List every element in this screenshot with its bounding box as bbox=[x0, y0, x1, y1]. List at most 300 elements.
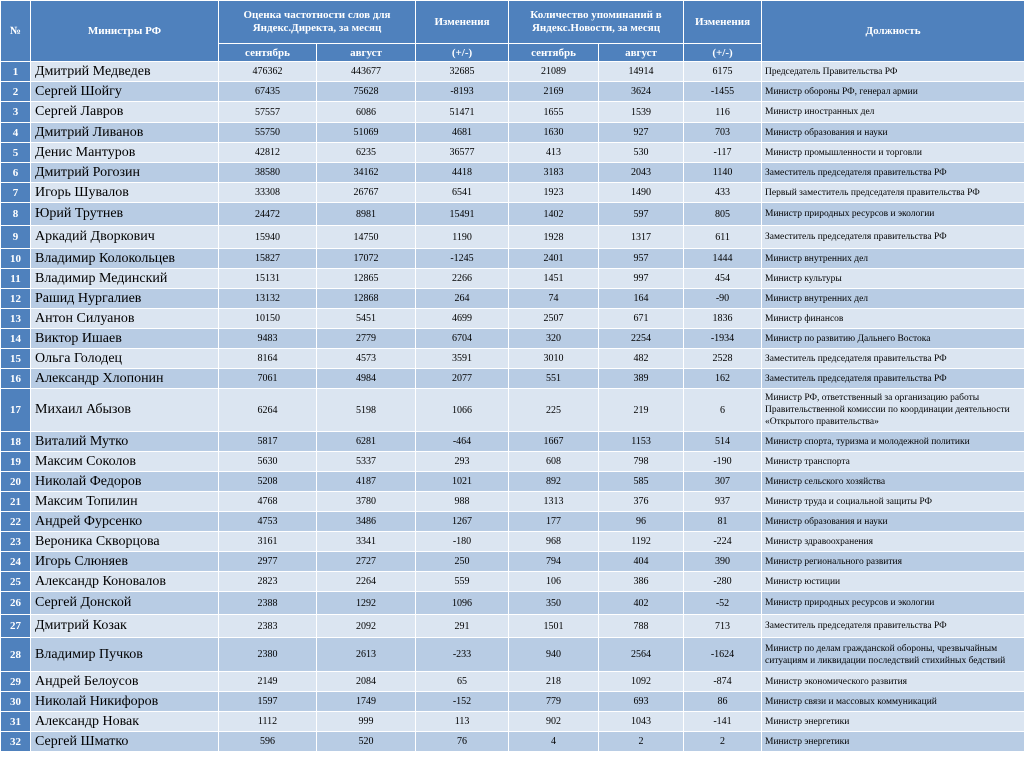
news-september-value: 74 bbox=[509, 289, 599, 309]
direct-change-value: 4699 bbox=[416, 309, 509, 329]
news-september-value: 1630 bbox=[509, 123, 599, 143]
direct-september-value: 15131 bbox=[219, 269, 317, 289]
position-text: Министр регионального развития bbox=[762, 552, 1024, 572]
direct-august-value: 8981 bbox=[317, 203, 416, 226]
header-news-august: август bbox=[599, 44, 684, 62]
direct-august-value: 1292 bbox=[317, 592, 416, 615]
row-number: 15 bbox=[1, 349, 31, 369]
row-number: 18 bbox=[1, 432, 31, 452]
table-row bbox=[1, 102, 1024, 123]
news-change-value: 611 bbox=[684, 226, 762, 249]
minister-name: Андрей Фурсенко bbox=[31, 512, 219, 532]
position-text: Министр здравоохранения bbox=[762, 532, 1024, 552]
minister-name: Дмитрий Ливанов bbox=[31, 123, 219, 143]
header-news-plusminus: (+/-) bbox=[684, 44, 762, 62]
position-text: Министр образования и науки bbox=[762, 512, 1024, 532]
direct-change-value: 2266 bbox=[416, 269, 509, 289]
row-number: 17 bbox=[1, 389, 31, 432]
table-row bbox=[1, 672, 1024, 692]
minister-name: Вероника Скворцова bbox=[31, 532, 219, 552]
direct-change-value: 15491 bbox=[416, 203, 509, 226]
news-september-value: 2401 bbox=[509, 249, 599, 269]
direct-august-value: 5451 bbox=[317, 309, 416, 329]
row-number: 1 bbox=[1, 62, 31, 82]
row-number: 12 bbox=[1, 289, 31, 309]
position-text: Министр по развитию Дальнего Востока bbox=[762, 329, 1024, 349]
table-row bbox=[1, 432, 1024, 452]
table-row bbox=[1, 269, 1024, 289]
direct-august-value: 6281 bbox=[317, 432, 416, 452]
row-number: 21 bbox=[1, 492, 31, 512]
row-number: 24 bbox=[1, 552, 31, 572]
direct-change-value: 250 bbox=[416, 552, 509, 572]
minister-name: Юрий Трутнев bbox=[31, 203, 219, 226]
news-august-value: 530 bbox=[599, 143, 684, 163]
news-change-value: 1444 bbox=[684, 249, 762, 269]
row-number: 2 bbox=[1, 82, 31, 102]
direct-august-value: 5337 bbox=[317, 452, 416, 472]
news-september-value: 4 bbox=[509, 732, 599, 752]
minister-name: Владимир Мединский bbox=[31, 269, 219, 289]
direct-august-value: 2092 bbox=[317, 615, 416, 638]
table-row bbox=[1, 349, 1024, 369]
direct-change-value: 293 bbox=[416, 452, 509, 472]
news-change-value: 937 bbox=[684, 492, 762, 512]
direct-september-value: 33308 bbox=[219, 183, 317, 203]
direct-september-value: 2383 bbox=[219, 615, 317, 638]
news-august-value: 404 bbox=[599, 552, 684, 572]
minister-name: Ольга Голодец bbox=[31, 349, 219, 369]
minister-name: Денис Мантуров bbox=[31, 143, 219, 163]
news-august-value: 482 bbox=[599, 349, 684, 369]
table-row bbox=[1, 712, 1024, 732]
news-change-value: 307 bbox=[684, 472, 762, 492]
news-august-value: 389 bbox=[599, 369, 684, 389]
position-text: Министр РФ, ответственный за организацию работы Правительственной комиссии по координации деятельности «Открытого правительства» bbox=[762, 389, 1024, 432]
position-text: Министр образования и науки bbox=[762, 123, 1024, 143]
direct-september-value: 67435 bbox=[219, 82, 317, 102]
direct-august-value: 3780 bbox=[317, 492, 416, 512]
table-row bbox=[1, 289, 1024, 309]
position-text: Министр внутренних дел bbox=[762, 249, 1024, 269]
news-september-value: 1451 bbox=[509, 269, 599, 289]
row-number: 28 bbox=[1, 638, 31, 672]
direct-september-value: 1597 bbox=[219, 692, 317, 712]
news-change-value: -1934 bbox=[684, 329, 762, 349]
news-september-value: 3010 bbox=[509, 349, 599, 369]
position-text: Председатель Правительства РФ bbox=[762, 62, 1024, 82]
table-row bbox=[1, 452, 1024, 472]
direct-september-value: 5817 bbox=[219, 432, 317, 452]
direct-september-value: 5208 bbox=[219, 472, 317, 492]
direct-change-value: 291 bbox=[416, 615, 509, 638]
position-text: Министр связи и массовых коммуникаций bbox=[762, 692, 1024, 712]
minister-name: Аркадий Дворкович bbox=[31, 226, 219, 249]
direct-september-value: 15827 bbox=[219, 249, 317, 269]
news-august-value: 2254 bbox=[599, 329, 684, 349]
direct-september-value: 4768 bbox=[219, 492, 317, 512]
news-august-value: 3624 bbox=[599, 82, 684, 102]
position-text: Министр финансов bbox=[762, 309, 1024, 329]
position-text: Заместитель председателя правительства РФ bbox=[762, 226, 1024, 249]
position-text: Заместитель председателя правительства РФ bbox=[762, 349, 1024, 369]
direct-august-value: 999 bbox=[317, 712, 416, 732]
row-number: 10 bbox=[1, 249, 31, 269]
direct-september-value: 2977 bbox=[219, 552, 317, 572]
position-text: Министр культуры bbox=[762, 269, 1024, 289]
direct-change-value: 51471 bbox=[416, 102, 509, 123]
minister-name: Максим Соколов bbox=[31, 452, 219, 472]
minister-name: Андрей Белоусов bbox=[31, 672, 219, 692]
row-number: 27 bbox=[1, 615, 31, 638]
news-september-value: 608 bbox=[509, 452, 599, 472]
direct-september-value: 57557 bbox=[219, 102, 317, 123]
direct-august-value: 4984 bbox=[317, 369, 416, 389]
minister-name: Игорь Слюняев bbox=[31, 552, 219, 572]
direct-september-value: 476362 bbox=[219, 62, 317, 82]
row-number: 31 bbox=[1, 712, 31, 732]
table-row bbox=[1, 62, 1024, 82]
direct-september-value: 2823 bbox=[219, 572, 317, 592]
direct-august-value: 6235 bbox=[317, 143, 416, 163]
minister-name: Сергей Донской bbox=[31, 592, 219, 615]
news-change-value: -1624 bbox=[684, 638, 762, 672]
direct-september-value: 55750 bbox=[219, 123, 317, 143]
direct-september-value: 2380 bbox=[219, 638, 317, 672]
direct-change-value: 113 bbox=[416, 712, 509, 732]
minister-name: Рашид Нургалиев bbox=[31, 289, 219, 309]
news-september-value: 218 bbox=[509, 672, 599, 692]
news-september-value: 413 bbox=[509, 143, 599, 163]
news-september-value: 1928 bbox=[509, 226, 599, 249]
news-september-value: 3183 bbox=[509, 163, 599, 183]
direct-change-value: 264 bbox=[416, 289, 509, 309]
row-number: 20 bbox=[1, 472, 31, 492]
news-september-value: 320 bbox=[509, 329, 599, 349]
minister-name: Александр Новак bbox=[31, 712, 219, 732]
direct-september-value: 15940 bbox=[219, 226, 317, 249]
row-number: 16 bbox=[1, 369, 31, 389]
news-september-value: 2507 bbox=[509, 309, 599, 329]
direct-september-value: 9483 bbox=[219, 329, 317, 349]
news-september-value: 1655 bbox=[509, 102, 599, 123]
news-change-value: -280 bbox=[684, 572, 762, 592]
table-row bbox=[1, 203, 1024, 226]
direct-august-value: 520 bbox=[317, 732, 416, 752]
minister-name: Виктор Ишаев bbox=[31, 329, 219, 349]
news-change-value: -1455 bbox=[684, 82, 762, 102]
news-august-value: 1043 bbox=[599, 712, 684, 732]
direct-september-value: 13132 bbox=[219, 289, 317, 309]
news-change-value: 1836 bbox=[684, 309, 762, 329]
direct-change-value: 36577 bbox=[416, 143, 509, 163]
news-change-value: -141 bbox=[684, 712, 762, 732]
direct-change-value: 3591 bbox=[416, 349, 509, 369]
news-change-value: 514 bbox=[684, 432, 762, 452]
table-row bbox=[1, 472, 1024, 492]
table-row bbox=[1, 183, 1024, 203]
header-yandex-direct: Оценка частотности слов для Яндекс.Директа, за месяц bbox=[219, 1, 416, 44]
minister-name: Владимир Пучков bbox=[31, 638, 219, 672]
row-number: 22 bbox=[1, 512, 31, 532]
direct-change-value: 4418 bbox=[416, 163, 509, 183]
news-september-value: 2169 bbox=[509, 82, 599, 102]
row-number: 29 bbox=[1, 672, 31, 692]
row-number: 4 bbox=[1, 123, 31, 143]
table-row bbox=[1, 638, 1024, 672]
news-august-value: 219 bbox=[599, 389, 684, 432]
row-number: 11 bbox=[1, 269, 31, 289]
position-text: Министр экономического развития bbox=[762, 672, 1024, 692]
row-number: 9 bbox=[1, 226, 31, 249]
news-september-value: 1402 bbox=[509, 203, 599, 226]
row-number: 7 bbox=[1, 183, 31, 203]
header-news-september: сентябрь bbox=[509, 44, 599, 62]
direct-august-value: 12865 bbox=[317, 269, 416, 289]
position-text: Министр юстиции bbox=[762, 572, 1024, 592]
news-change-value: 1140 bbox=[684, 163, 762, 183]
news-august-value: 693 bbox=[599, 692, 684, 712]
header-number: № bbox=[1, 1, 31, 62]
minister-name: Сергей Лавров bbox=[31, 102, 219, 123]
news-august-value: 386 bbox=[599, 572, 684, 592]
news-august-value: 1317 bbox=[599, 226, 684, 249]
direct-august-value: 3486 bbox=[317, 512, 416, 532]
minister-name: Дмитрий Медведев bbox=[31, 62, 219, 82]
position-text: Министр внутренних дел bbox=[762, 289, 1024, 309]
news-september-value: 177 bbox=[509, 512, 599, 532]
news-august-value: 798 bbox=[599, 452, 684, 472]
header-yandex-news: Количество упоминаний в Яндекс.Новости, за месяц bbox=[509, 1, 684, 44]
position-text: Министр энергетики bbox=[762, 712, 1024, 732]
row-number: 25 bbox=[1, 572, 31, 592]
direct-september-value: 2388 bbox=[219, 592, 317, 615]
news-change-value: 454 bbox=[684, 269, 762, 289]
direct-august-value: 443677 bbox=[317, 62, 416, 82]
news-august-value: 96 bbox=[599, 512, 684, 532]
header-direct-plusminus: (+/-) bbox=[416, 44, 509, 62]
news-change-value: 2 bbox=[684, 732, 762, 752]
position-text: Министр энергетики bbox=[762, 732, 1024, 752]
position-text: Министр промышленности и торговли bbox=[762, 143, 1024, 163]
direct-change-value: -464 bbox=[416, 432, 509, 452]
direct-change-value: 4681 bbox=[416, 123, 509, 143]
direct-august-value: 75628 bbox=[317, 82, 416, 102]
direct-september-value: 5630 bbox=[219, 452, 317, 472]
direct-august-value: 3341 bbox=[317, 532, 416, 552]
row-number: 6 bbox=[1, 163, 31, 183]
news-change-value: 81 bbox=[684, 512, 762, 532]
news-august-value: 1192 bbox=[599, 532, 684, 552]
table-row bbox=[1, 369, 1024, 389]
table-row bbox=[1, 732, 1024, 752]
news-change-value: -874 bbox=[684, 672, 762, 692]
direct-august-value: 2084 bbox=[317, 672, 416, 692]
position-text: Министр иностранных дел bbox=[762, 102, 1024, 123]
row-number: 19 bbox=[1, 452, 31, 472]
table-row bbox=[1, 143, 1024, 163]
minister-name: Сергей Шматко bbox=[31, 732, 219, 752]
news-august-value: 1539 bbox=[599, 102, 684, 123]
direct-change-value: 65 bbox=[416, 672, 509, 692]
row-number: 23 bbox=[1, 532, 31, 552]
position-text: Министр природных ресурсов и экологии bbox=[762, 203, 1024, 226]
table-row bbox=[1, 329, 1024, 349]
news-september-value: 940 bbox=[509, 638, 599, 672]
direct-change-value: -1245 bbox=[416, 249, 509, 269]
row-number: 32 bbox=[1, 732, 31, 752]
direct-august-value: 17072 bbox=[317, 249, 416, 269]
direct-change-value: 1267 bbox=[416, 512, 509, 532]
table-row bbox=[1, 692, 1024, 712]
direct-september-value: 42812 bbox=[219, 143, 317, 163]
minister-name: Дмитрий Рогозин bbox=[31, 163, 219, 183]
position-text: Министр транспорта bbox=[762, 452, 1024, 472]
news-change-value: 86 bbox=[684, 692, 762, 712]
news-august-value: 1490 bbox=[599, 183, 684, 203]
news-september-value: 902 bbox=[509, 712, 599, 732]
row-number: 14 bbox=[1, 329, 31, 349]
direct-august-value: 2727 bbox=[317, 552, 416, 572]
direct-september-value: 38580 bbox=[219, 163, 317, 183]
direct-august-value: 2779 bbox=[317, 329, 416, 349]
news-change-value: 6175 bbox=[684, 62, 762, 82]
news-september-value: 892 bbox=[509, 472, 599, 492]
position-text: Министр обороны РФ, генерал армии bbox=[762, 82, 1024, 102]
direct-change-value: 6704 bbox=[416, 329, 509, 349]
direct-change-value: 988 bbox=[416, 492, 509, 512]
table-row bbox=[1, 249, 1024, 269]
news-change-value: -117 bbox=[684, 143, 762, 163]
direct-august-value: 51069 bbox=[317, 123, 416, 143]
news-august-value: 2 bbox=[599, 732, 684, 752]
direct-august-value: 26767 bbox=[317, 183, 416, 203]
table-row bbox=[1, 572, 1024, 592]
direct-august-value: 2264 bbox=[317, 572, 416, 592]
news-august-value: 2564 bbox=[599, 638, 684, 672]
news-september-value: 794 bbox=[509, 552, 599, 572]
news-august-value: 1153 bbox=[599, 432, 684, 452]
news-september-value: 1667 bbox=[509, 432, 599, 452]
direct-september-value: 3161 bbox=[219, 532, 317, 552]
row-number: 5 bbox=[1, 143, 31, 163]
news-september-value: 1923 bbox=[509, 183, 599, 203]
table-body bbox=[1, 62, 1024, 752]
header-direct-august: август bbox=[317, 44, 416, 62]
position-text: Первый заместитель председателя правительства РФ bbox=[762, 183, 1024, 203]
direct-september-value: 6264 bbox=[219, 389, 317, 432]
news-august-value: 376 bbox=[599, 492, 684, 512]
news-august-value: 402 bbox=[599, 592, 684, 615]
direct-august-value: 4573 bbox=[317, 349, 416, 369]
table-row bbox=[1, 309, 1024, 329]
direct-change-value: 2077 bbox=[416, 369, 509, 389]
news-august-value: 164 bbox=[599, 289, 684, 309]
news-change-value: 433 bbox=[684, 183, 762, 203]
minister-name: Александр Хлопонин bbox=[31, 369, 219, 389]
direct-september-value: 1112 bbox=[219, 712, 317, 732]
position-text: Министр сельского хозяйства bbox=[762, 472, 1024, 492]
news-september-value: 779 bbox=[509, 692, 599, 712]
minister-name: Антон Силуанов bbox=[31, 309, 219, 329]
direct-change-value: 1096 bbox=[416, 592, 509, 615]
direct-september-value: 7061 bbox=[219, 369, 317, 389]
direct-september-value: 596 bbox=[219, 732, 317, 752]
minister-name: Игорь Шувалов bbox=[31, 183, 219, 203]
direct-september-value: 4753 bbox=[219, 512, 317, 532]
header-changes-news: Изменения bbox=[684, 1, 762, 44]
direct-change-value: -233 bbox=[416, 638, 509, 672]
header-changes-direct: Изменения bbox=[416, 1, 509, 44]
direct-august-value: 5198 bbox=[317, 389, 416, 432]
direct-august-value: 12868 bbox=[317, 289, 416, 309]
direct-august-value: 4187 bbox=[317, 472, 416, 492]
news-change-value: 390 bbox=[684, 552, 762, 572]
direct-change-value: -152 bbox=[416, 692, 509, 712]
table-row bbox=[1, 492, 1024, 512]
news-change-value: 805 bbox=[684, 203, 762, 226]
header-ministers: Министры РФ bbox=[31, 1, 219, 62]
news-august-value: 1092 bbox=[599, 672, 684, 692]
direct-august-value: 34162 bbox=[317, 163, 416, 183]
news-august-value: 585 bbox=[599, 472, 684, 492]
minister-name: Николай Федоров bbox=[31, 472, 219, 492]
direct-change-value: 1021 bbox=[416, 472, 509, 492]
news-september-value: 1313 bbox=[509, 492, 599, 512]
direct-august-value: 14750 bbox=[317, 226, 416, 249]
table-row bbox=[1, 163, 1024, 183]
direct-august-value: 6086 bbox=[317, 102, 416, 123]
header-position: Должность bbox=[762, 1, 1024, 62]
row-number: 8 bbox=[1, 203, 31, 226]
news-september-value: 551 bbox=[509, 369, 599, 389]
table-row bbox=[1, 82, 1024, 102]
news-change-value: -52 bbox=[684, 592, 762, 615]
position-text: Министр природных ресурсов и экологии bbox=[762, 592, 1024, 615]
table-row bbox=[1, 592, 1024, 615]
direct-september-value: 8164 bbox=[219, 349, 317, 369]
minister-name: Михаил Абызов bbox=[31, 389, 219, 432]
news-change-value: 6 bbox=[684, 389, 762, 432]
position-text: Заместитель председателя правительства РФ bbox=[762, 163, 1024, 183]
direct-august-value: 1749 bbox=[317, 692, 416, 712]
position-text: Министр по делам гражданской обороны, чрезвычайным ситуациям и ликвидации последствий стихийных бедствий bbox=[762, 638, 1024, 672]
row-number: 30 bbox=[1, 692, 31, 712]
news-august-value: 957 bbox=[599, 249, 684, 269]
minister-name: Дмитрий Козак bbox=[31, 615, 219, 638]
news-change-value: -190 bbox=[684, 452, 762, 472]
position-text: Министр труда и социальной защиты РФ bbox=[762, 492, 1024, 512]
table-row bbox=[1, 512, 1024, 532]
minister-name: Александр Коновалов bbox=[31, 572, 219, 592]
table-row bbox=[1, 532, 1024, 552]
news-august-value: 14914 bbox=[599, 62, 684, 82]
direct-change-value: 1066 bbox=[416, 389, 509, 432]
direct-change-value: -180 bbox=[416, 532, 509, 552]
news-august-value: 788 bbox=[599, 615, 684, 638]
news-change-value: 162 bbox=[684, 369, 762, 389]
row-number: 13 bbox=[1, 309, 31, 329]
news-change-value: 2528 bbox=[684, 349, 762, 369]
direct-change-value: 559 bbox=[416, 572, 509, 592]
direct-change-value: 1190 bbox=[416, 226, 509, 249]
news-change-value: 703 bbox=[684, 123, 762, 143]
direct-change-value: 32685 bbox=[416, 62, 509, 82]
table-row bbox=[1, 389, 1024, 432]
news-september-value: 106 bbox=[509, 572, 599, 592]
news-august-value: 671 bbox=[599, 309, 684, 329]
header-direct-september: сентябрь bbox=[219, 44, 317, 62]
